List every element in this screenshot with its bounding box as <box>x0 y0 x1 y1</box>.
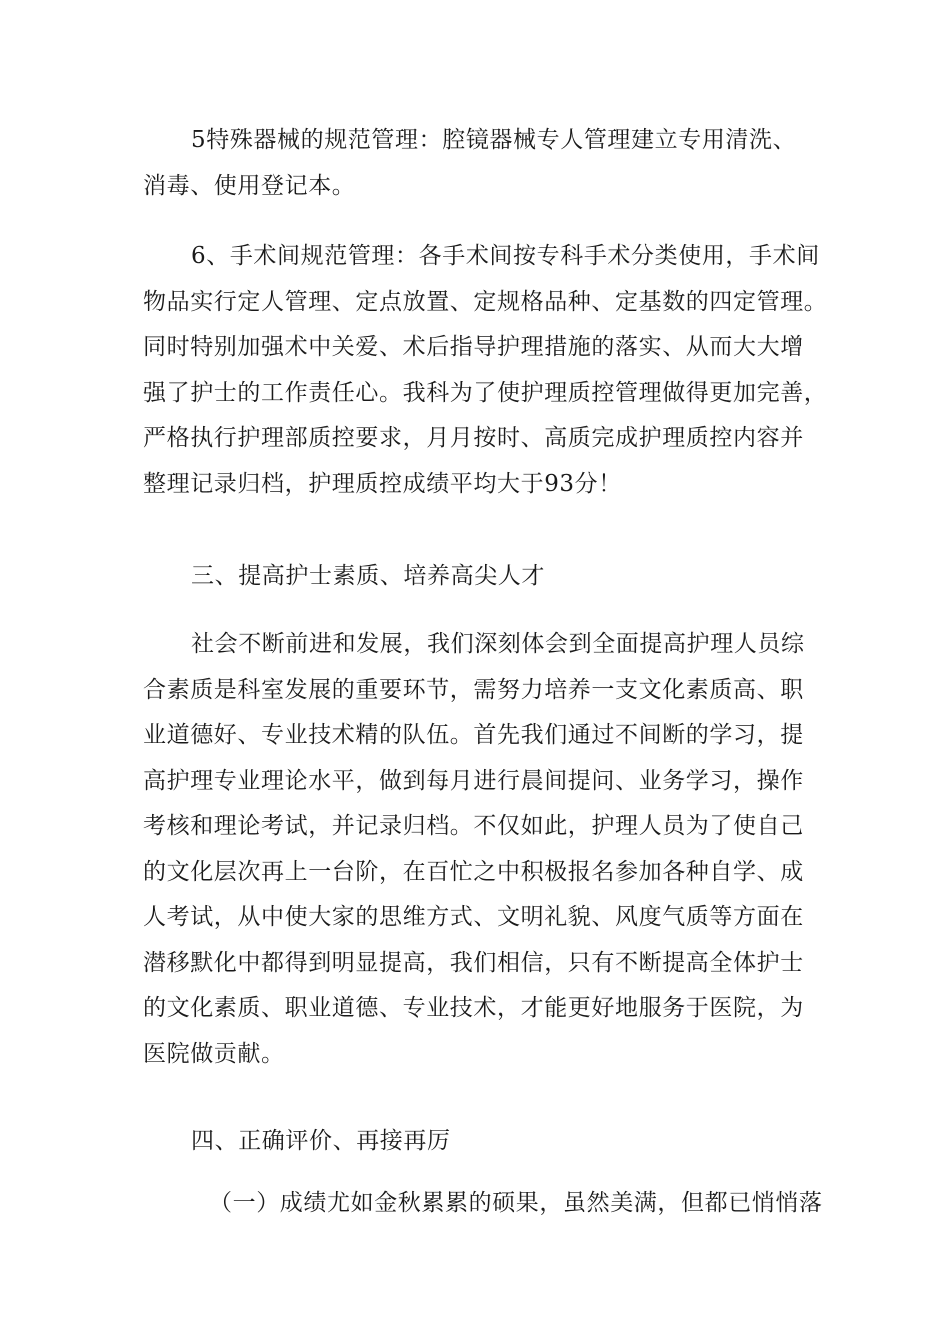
text-line: 人考试，从中使大家的思维方式、文明礼貌、风度气质等方面在 <box>143 904 804 930</box>
text-line: 业道德好、专业技术精的队伍。首先我们通过不间断的学习，提 <box>143 722 804 748</box>
text-line: 潜移默化中都得到明显提高，我们相信，只有不断提高全体护士 <box>143 949 804 976</box>
text-line: （一）成绩尤如金秋累累的硕果，虽然美满，但都已悄悄落 <box>209 1190 823 1216</box>
text-line: 严格执行护理部质控要求，月月按时、高质完成护理质控内容并 <box>143 425 804 451</box>
section-heading-three <box>143 554 813 600</box>
heading-text: 四、正确评价、再接再厉 <box>191 1128 451 1154</box>
text-line: 同时特别加强术中关爱、术后指导护理措施的落实、从而大大增 <box>143 334 804 360</box>
paragraph-special-instruments <box>143 118 813 209</box>
section-heading-four <box>143 1119 813 1165</box>
text-line: 物品实行定人管理、定点放置、定规格品种、定基数的四定管理。 <box>143 288 828 315</box>
text-line: 5特殊器械的规范管理：腔镜器械专人管理建立专用清洗、 <box>191 127 797 153</box>
paragraph-nurse-quality <box>143 622 813 1077</box>
heading-text: 三、提高护士素质、培养高尖人才 <box>191 563 545 589</box>
text-line: 高护理专业理论水平，做到每月进行晨间提问、业务学习，操作 <box>143 767 804 794</box>
text-line: 整理记录归档，护理质控成绩平均大于93分！ <box>143 470 622 497</box>
text-line: 社会不断前进和发展，我们深刻体会到全面提高护理人员综 <box>191 631 805 657</box>
text-line: 强了护士的工作责任心。我科为了使护理质控管理做得更加完善， <box>143 379 828 406</box>
text-line: 的文化素质、职业道德、专业技术，才能更好地服务于医院，为 <box>143 995 804 1021</box>
text-line: 考核和理论考试，并记录归档。不仅如此，护理人员为了使自己 <box>143 813 804 839</box>
text-line: 消毒、使用登记本。 <box>143 172 356 199</box>
text-line: 的文化层次再上一台阶，在百忙之中积极报名参加各种自学、成 <box>143 858 804 885</box>
paragraph-evaluation <box>143 1181 823 1227</box>
text-line: 合素质是科室发展的重要环节，需努力培养一支文化素质高、职 <box>143 676 804 703</box>
text-line: 医院做贡献。 <box>143 1040 285 1067</box>
text-line: 6、手术间规范管理：各手术间按专科手术分类使用，手术间 <box>191 243 820 269</box>
paragraph-operating-room <box>143 234 828 507</box>
